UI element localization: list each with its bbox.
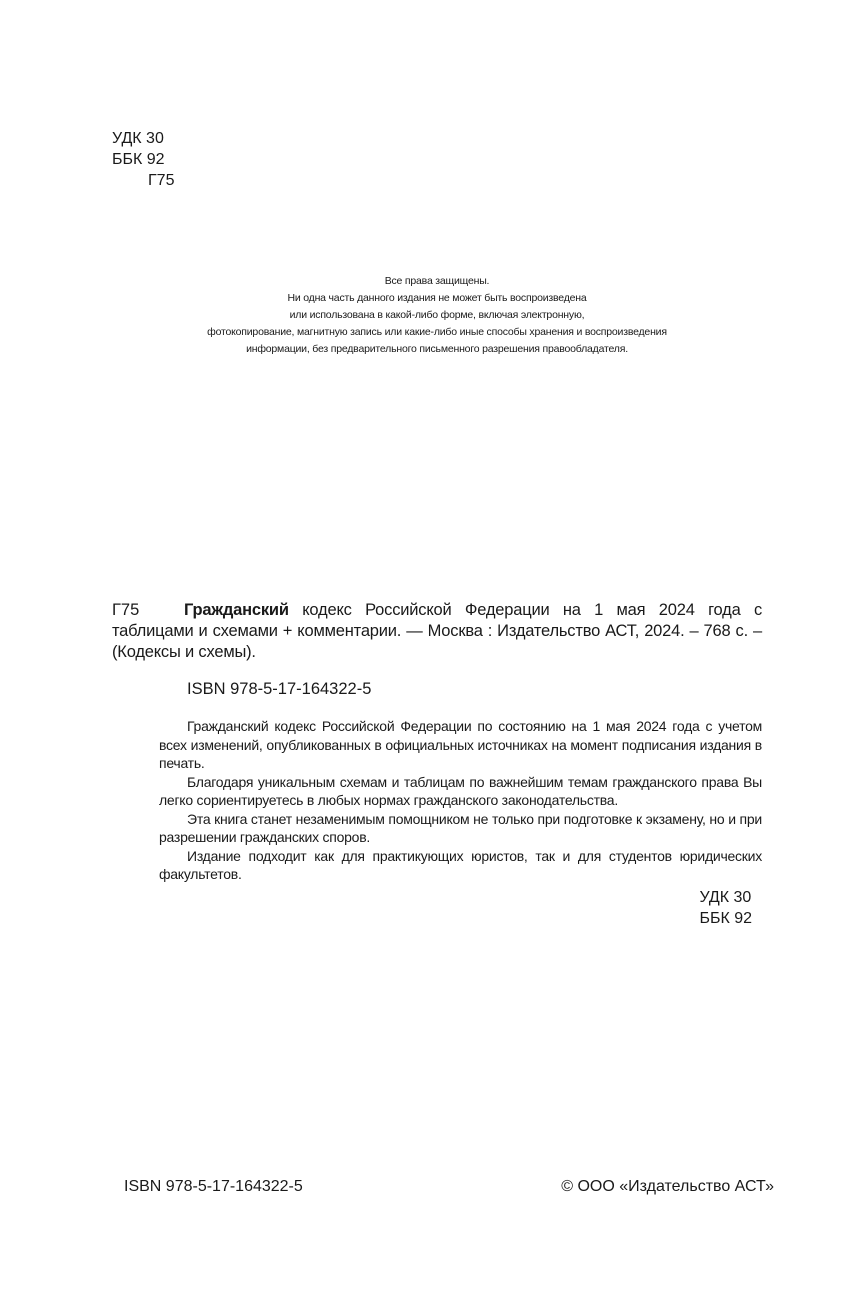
rights-line: Все права защищены. [384, 275, 490, 287]
author-mark: Г75 [148, 172, 175, 189]
bbk-code: ББК 92 [112, 151, 165, 168]
annotation [159, 717, 762, 884]
rights-line: Ни одна часть данного издания не может быть воспроизведена [287, 292, 587, 304]
isbn-line: ISBN 978-5-17-164322-5 [187, 680, 372, 698]
annotation-paragraph: Издание подходит как для практикующих юристов, так и для студентов юридических факультетов. [159, 847, 762, 882]
annotation-bbk: ББК 92 [699, 910, 752, 927]
rights-line: информации, без предварительного письменного разрешения правообладателя. [246, 343, 628, 355]
footer-isbn: ISBN 978-5-17-164322-5 [124, 1178, 303, 1195]
footer-copyright: © ООО «Издательство АСТ» [561, 1178, 774, 1195]
bibliographic-description: кодекс Российской Федерации на 1 мая 2024 года с таблицами и схемами + комментарии. — Москва : Издательство АСТ, 2024. – 768 с. – (Кодексы и схемы). [112, 601, 762, 661]
bibliographic-entry [112, 600, 762, 663]
rights-line: фотокопирование, магнитную запись или какие-либо иные способы хранения и воспроизведения [207, 326, 667, 338]
rights-notice [150, 273, 724, 358]
title-bold: Гражданский [184, 601, 289, 619]
annotation-classification [699, 887, 752, 929]
classification-block [112, 128, 174, 191]
annotation-paragraph: Благодаря уникальным схемам и таблицам по важнейшим темам гражданского права Вы легко сориентируетесь в любых нормах гражданского законодательства. [159, 773, 762, 808]
annotation-paragraph: Гражданский кодекс Российской Федерации по состоянию на 1 мая 2024 года с учетом всех изменений, опубликованных в официальных источниках на момент подписания издания в печать. [159, 718, 762, 771]
annotation-udk: УДК 30 [699, 889, 752, 906]
rights-line: или использована в какой-либо форме, включая электронную, [289, 309, 585, 321]
bibliographic-code: Г75 [112, 601, 140, 619]
bibliographic-record [112, 600, 762, 663]
udk-code: УДК 30 [112, 130, 164, 147]
annotation-paragraph: Эта книга станет незаменимым помощником не только при подготовке к экзамену, но и при разрешении гражданских споров. [159, 810, 762, 845]
